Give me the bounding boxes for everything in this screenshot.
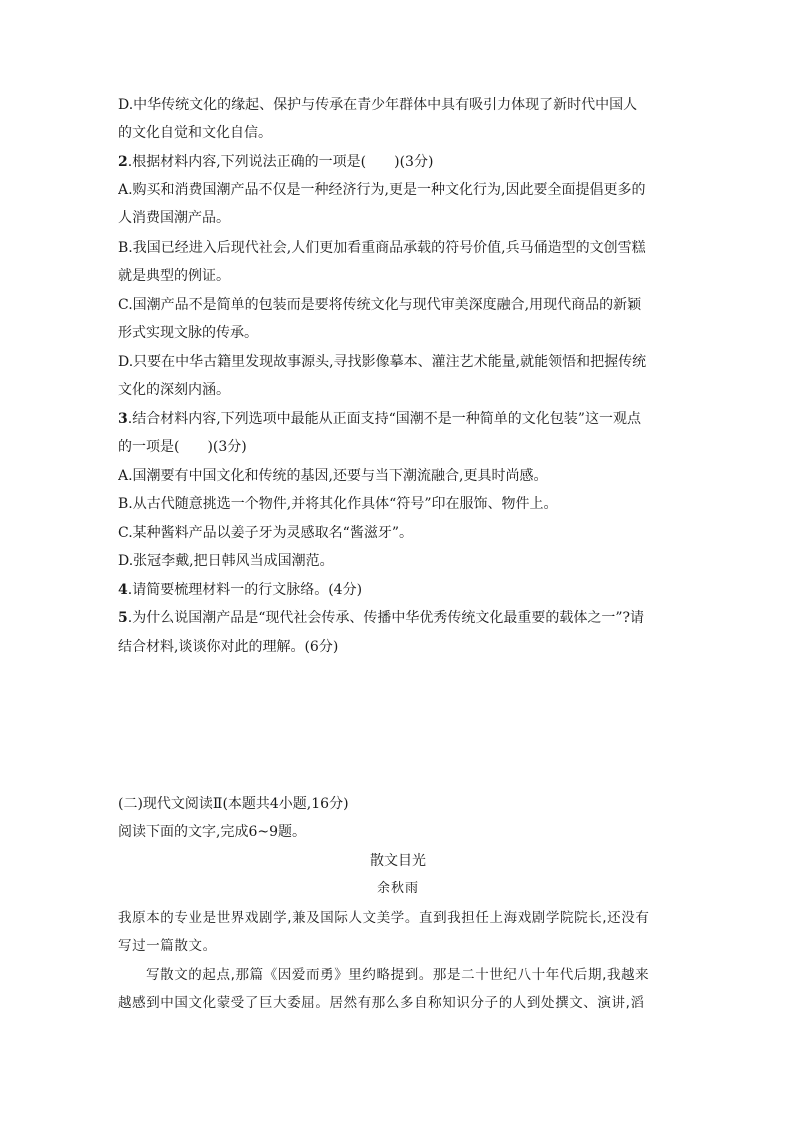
question-4-number: 4 (118, 582, 128, 598)
q2-option-a-line-2: 人消费国潮产品。 (118, 210, 230, 226)
question-2 (118, 153, 678, 171)
passage-author: 余秋雨 (376, 881, 419, 896)
passage-title: 散文目光 (370, 853, 426, 869)
question-3 (118, 410, 678, 428)
option-d-line-2: 的文化自觉和文化自信。 (118, 125, 272, 141)
question-4-text: .请简要梳理材料一的行文脉络。(4分) (127, 582, 363, 598)
q2-option-b-line-2: 就是典型的例证。 (118, 268, 230, 284)
section-heading: (二)现代文阅读Ⅱ(本题共4小题,16分) (118, 796, 349, 812)
question-5-number: 5 (118, 610, 128, 626)
q3-option-c: C.某种酱料产品以姜子牙为灵感取名“酱滋牙”。 (118, 525, 413, 541)
option-d-line-1: D.中华传统文化的缘起、保护与传承在青少年群体中具有吸引力体现了新时代中国人 (118, 97, 638, 113)
question-3-number: 3 (118, 411, 128, 427)
question-5-text-line-2: 结合材料,谈谈你对此的理解。(6分) (118, 639, 339, 655)
question-2-text: .根据材料内容,下列说法正确的一项是( )(3分) (127, 154, 434, 170)
question-5 (118, 609, 678, 627)
question-2-number: 2 (118, 154, 128, 170)
q3-option-a: A.国潮要有中国文化和传统的基因,还要与当下潮流融合,更具时尚感。 (118, 468, 548, 484)
passage-para-1-line-1: 我原本的专业是世界戏剧学,兼及国际人文美学。直到我担任上海戏剧学院院长,还没有 (118, 910, 650, 926)
q2-option-b-line-1: B.我国已经进入后现代社会,人们更加看重商品承载的符号价值,兵马俑造型的文创雪糕 (118, 240, 646, 256)
q2-option-c-line-2: 形式实现文脉的传承。 (118, 325, 258, 341)
passage-para-2-line-1: 写散文的起点,那篇《因爱而勇》里约略提到。那是二十世纪八十年代后期,我越来 (146, 967, 650, 983)
q2-option-d-line-1: D.只要在中华古籍里发现故事源头,寻找影像摹本、灌注艺术能量,就能领悟和把握传统 (118, 354, 647, 370)
q2-option-d-line-2: 文化的深刻内涵。 (118, 382, 230, 398)
question-5-text-line-1: .为什么说国潮产品是“现代社会传承、传播中华优秀传统文化最重要的载体之一”?请 (127, 610, 645, 626)
reading-instruction: 阅读下面的文字,完成6~9题。 (118, 824, 306, 840)
passage-para-1-line-2: 写过一篇散文。 (118, 938, 217, 954)
question-4 (118, 581, 678, 599)
q2-option-c-line-1: C.国潮产品不是简单的包装而是要将传统文化与现代审美深度融合,用现代商品的新颖 (118, 297, 642, 313)
passage-para-2-line-2: 越感到中国文化蒙受了巨大委屈。居然有那么多自称知识分子的人到处撰文、演讲,滔 (118, 995, 645, 1011)
question-3-text-line-2: 的一项是( )(3分) (118, 439, 247, 455)
q2-option-a-line-1: A.购买和消费国潮产品不仅是一种经济行为,更是一种文化行为,因此要全面提倡更多的 (118, 182, 646, 198)
q3-option-b: B.从古代随意挑选一个物件,并将其化作具体“符号”印在服饰、物件上。 (118, 496, 558, 512)
q3-option-d: D.张冠李戴,把日韩风当成国潮范。 (118, 553, 334, 569)
question-3-text-line-1: .结合材料内容,下列选项中最能从正面支持“国潮不是一种简单的文化包装”这一观点 (127, 411, 641, 427)
